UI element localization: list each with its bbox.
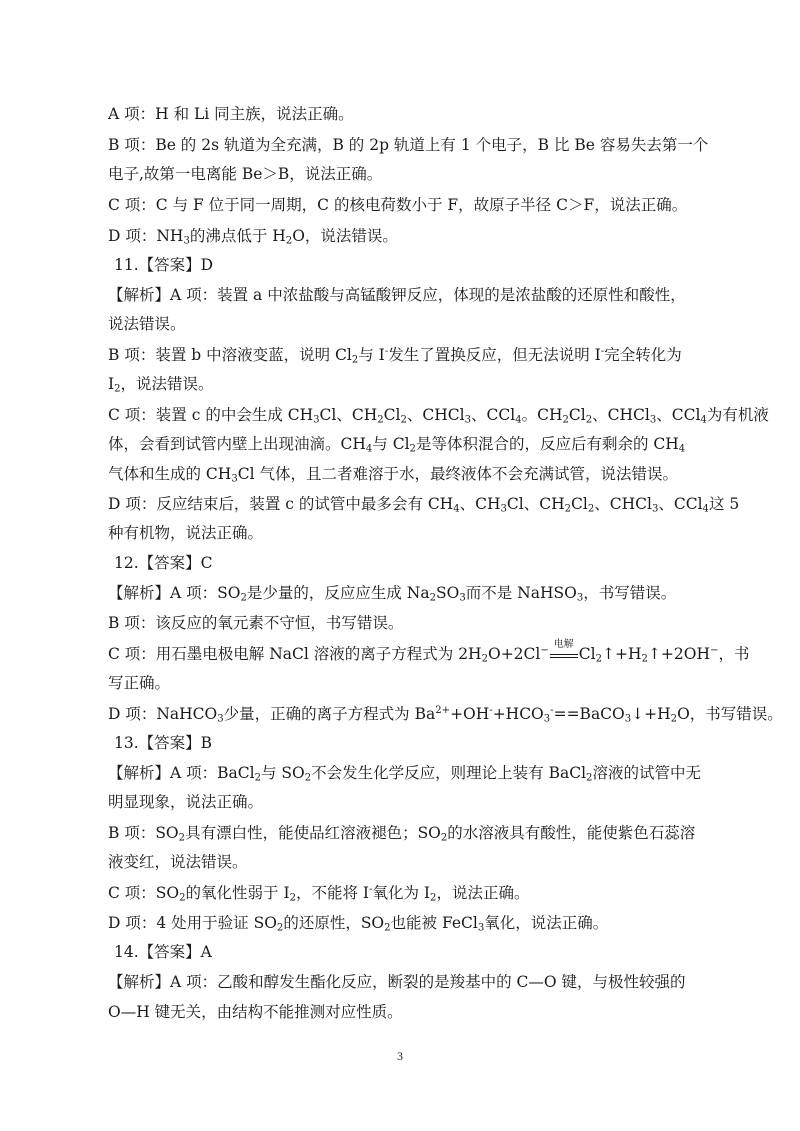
q14-analysis-line2: O—H 键无关，由结构不能推测对应性质。 [108,1003,403,1021]
q12-option-c-line2: 写正确。 [108,674,171,692]
q11-analysis-line1: 【解析】A 项：装置 a 中浓盐酸与高锰酸钾反应，体现的是浓盐酸的还原性和酸性， [108,286,686,304]
q14-answer-header: 14.【答案】A [114,943,212,961]
q10-option-d: D 项：$NH_3$的沸点低于 $H_2O$，说法错误。 [108,227,398,247]
q12-option-b: B 项：该反应的氧元素不守恒，书写错误。 [108,614,404,632]
page-number: 3 [397,1049,403,1063]
q11-option-b-line1: B 项：装置 b 中溶液变蓝，说明 $Cl_2$与 I-发生了置换反应，但无法说明 I-完全转化为 [108,345,682,366]
q10-option-a: A 项：H 和 Li 同主族，说法正确。 [108,105,354,123]
q13-option-d: D 项：4 处用于验证 $SO_2$的还原性，$SO_2$也能被 FeCl$_3$氧化，说法正确。 [108,914,609,934]
q10-option-b-line1: B 项：Be 的 2s 轨道为全充满，B 的 2p 轨道上有 1 个电子，B 比 Be 容易失去第一个 [108,136,709,154]
q11-option-c-line2: 体，会看到试管内壁上出现油滴。$CH_4$与 $Cl_2$是等体积混合的，反应后有剩余的 $CH_4$ [108,435,686,455]
q12-analysis-line1: 【解析】A 项：$SO_2$是少量的，反应应生成 $Na_2SO_3$而不是 NaHSO$_3$，书写错误。 [108,584,677,604]
q12-answer-header: 12.【答案】C [114,554,213,572]
q12-option-d: D 项：NaHCO$_3$少量，正确的离子方程式为 $Ba^{2+}+OH^-+HCO_3^-==BaCO_3↓+H_2O$，书写错误。 [108,704,783,725]
q13-analysis-line2: 明显现象，说法正确。 [108,793,264,811]
q11-option-b-line2: $I_2$，说法错误。 [108,375,214,395]
q11-option-c-line1: C 项：装置 c 的中会生成 $CH_3Cl$、$CH_2Cl_2$、CHCl$_3$、CCl$_4$。$CH_2Cl_2$、CHCl$_3$、CCl$_4$为有机液 [108,406,769,426]
q11-option-c-line3: 气体和生成的 $CH_3Cl$ 气体，且二者难溶于水，最终液体不会充满试管，说法错误。 [108,465,678,485]
q13-answer-header: 13.【答案】B [114,734,213,752]
electrolysis-condition: 电解 [550,648,578,662]
q11-analysis-line2: 说法错误。 [108,315,186,333]
q11-option-d-line1: D 项：反应结束后，装置 c 的试管中最多会有 $CH_4$、$CH_3Cl$、$CH_2Cl_2$、CHCl$_3$、CCl$_4$这 5 [108,495,740,515]
q13-analysis-line1: 【解析】A 项：BaCl$_2$与 $SO_2$不会发生化学反应，则理论上装有 BaCl$_2$溶液的试管中无 [108,764,701,784]
q14-analysis-line1: 【解析】A 项：乙酸和醇发生酯化反应，断裂的是羧基中的 C—O 键，与极性较强的 [108,973,686,991]
q11-option-d-line2: 种有机物，说法正确。 [108,524,264,542]
q13-option-c: C 项：$SO_2$的氧化性弱于 $I_2$，不能将 I-氧化为 $I_2$，说法正确。 [108,883,530,904]
q13-option-b-line1: B 项：$SO_2$具有漂白性，能使品红溶液褪色；$SO_2$的水溶液具有酸性，能使紫色石蕊溶 [108,824,696,844]
q10-option-c: C 项：C 与 F 位于同一周期，C 的核电荷数小于 F，故原子半径 C＞F，说法正确。 [108,196,688,214]
q12-option-c-line1: C 项：用石墨电极电解 NaCl 溶液的离子方程式为 $2H_2O+2Cl^-$ 电解 $Cl_2↑+H_2↑+2OH^-$，书 [108,639,750,665]
q11-answer-header: 11.【答案】D [114,256,214,274]
q13-option-b-line2: 液变红，说法错误。 [108,853,248,871]
q10-option-b-line2: 电子,故第一电离能 Be＞B，说法正确。 [108,165,383,183]
